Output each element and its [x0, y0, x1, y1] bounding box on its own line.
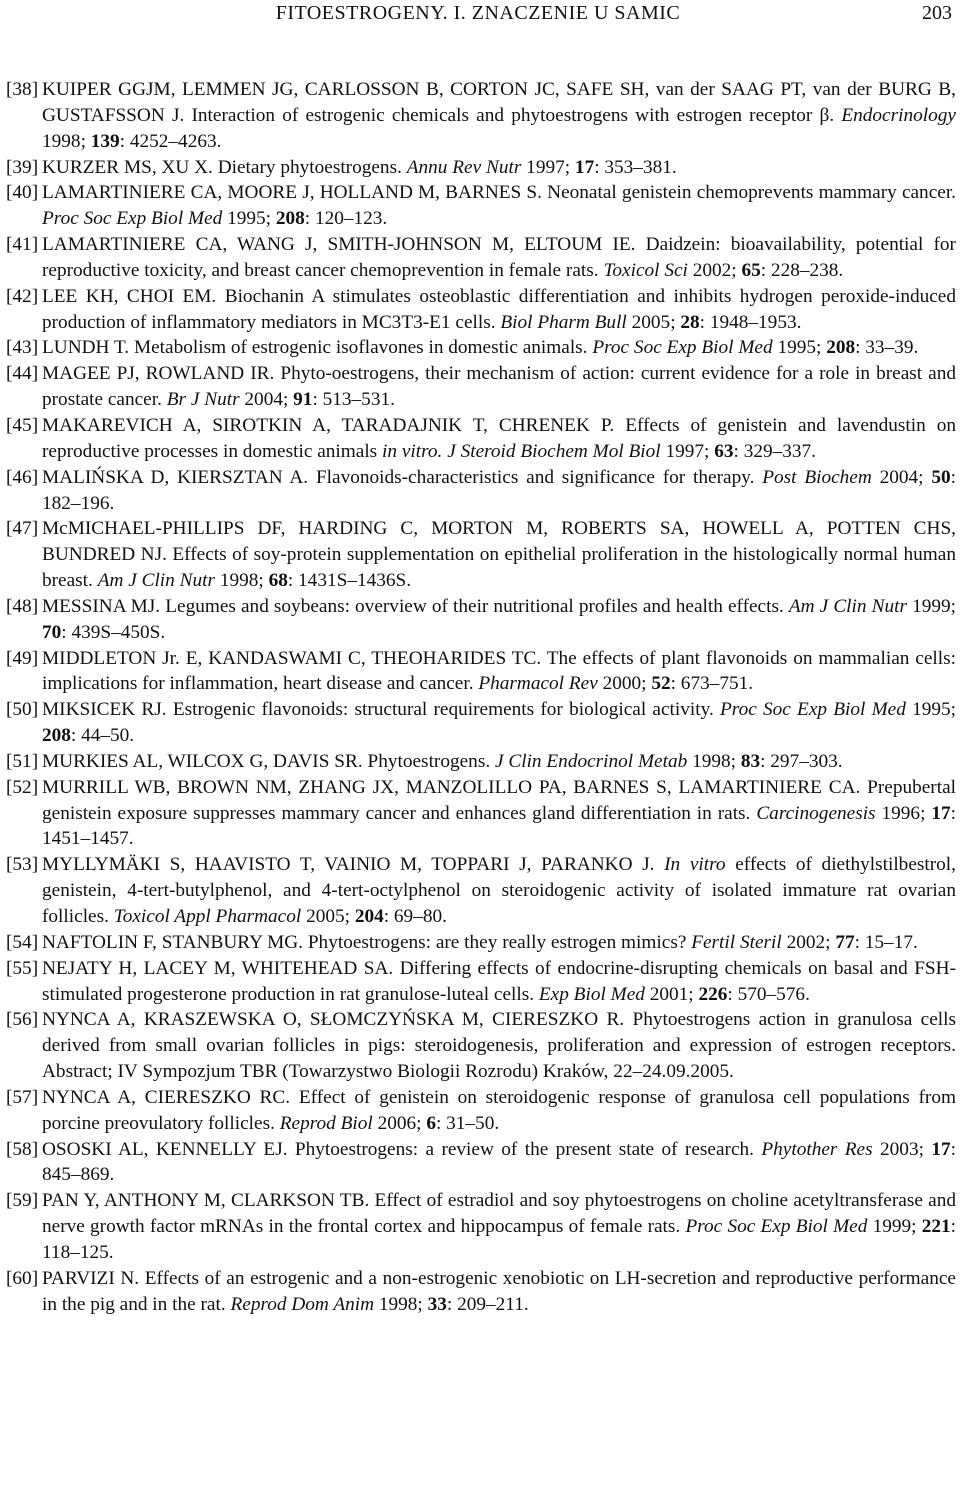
- reference-authors: McMICHAEL-PHILLIPS DF, HARDING C, MORTON M, ROBERTS SA, HOWELL A, POTTEN CHS, BUNDRED NJ.: [42, 518, 956, 566]
- reference-pages: : 44–50.: [70, 725, 135, 747]
- reference-number: [48]: [6, 595, 39, 617]
- reference-year: 1997;: [665, 440, 710, 462]
- reference-pages: : 69–80.: [383, 906, 447, 927]
- reference-authors: MESSINA MJ.: [42, 595, 161, 617]
- reference-year: 1999;: [872, 1216, 917, 1238]
- reference-entry: [6, 465, 956, 517]
- reference-title: Flavonoids-characteristics and significance for therapy.: [315, 466, 755, 488]
- reference-authors: NAFTOLIN F, STANBURY MG.: [42, 931, 303, 953]
- reference-journal: Proc Soc Exp Biol Med: [720, 699, 906, 721]
- reference-pages: : 1431S–1436S.: [287, 570, 412, 592]
- running-header: [0, 0, 956, 26]
- reference-number: [59]: [6, 1190, 39, 1212]
- reference-entry: [6, 1188, 956, 1266]
- reference-journal: Post Biochem: [762, 466, 872, 488]
- reference-pages: : 570–576.: [727, 983, 810, 1005]
- reference-number: [39]: [6, 156, 39, 178]
- reference-year: 2006;: [377, 1112, 422, 1134]
- reference-entry: [6, 361, 956, 413]
- reference-authors: NEJATY H, LACEY M, WHITEHEAD SA.: [42, 957, 394, 979]
- reference-volume: 83: [740, 750, 761, 772]
- reference-authors: NYNCA A, CIERESZKO RC.: [42, 1086, 291, 1108]
- reference-title: Phytoestrogens.: [367, 750, 491, 772]
- reference-title: effects of diethylstilbestrol, genistein, 4-tert-butylphenol, and 4-tert-octylphenol on steroidogenic activity of isolated immature rat ovarian follicles.: [42, 854, 956, 927]
- reference-journal: Toxicol Appl Pharmacol: [113, 906, 302, 927]
- reference-year: 1998;: [378, 1293, 423, 1315]
- reference-journal: Toxicol Sci: [603, 259, 688, 281]
- reference-title: The effects of plant flavonoids on mammalian cells: implications for inflammation, heart disease and cancer.: [42, 647, 956, 695]
- reference-journal: Annu Rev Nutr: [406, 156, 522, 178]
- reference-number: [57]: [6, 1086, 39, 1108]
- reference-authors: MIKSICEK RJ.: [42, 699, 167, 721]
- reference-volume: 6: [426, 1112, 436, 1134]
- reference-year: 2001;: [649, 983, 694, 1005]
- reference-pages: : 182–196.: [42, 466, 956, 514]
- reference-pages: : 228–238.: [760, 259, 844, 281]
- reference-authors: KURZER MS, XU X.: [42, 156, 213, 178]
- reference-volume: 221: [921, 1216, 951, 1238]
- reference-volume: 17: [931, 1138, 951, 1160]
- reference-number: [46]: [6, 466, 39, 488]
- reference-volume: 204: [354, 906, 384, 927]
- reference-entry: [6, 413, 956, 465]
- reference-entry: [6, 155, 956, 181]
- reference-pages: : 209–211.: [446, 1293, 529, 1315]
- reference-title: Prepubertal genistein exposure suppresses mammary cancer and enhances gland differentiation in rats.: [42, 776, 956, 824]
- reference-pages: : 1451–1457.: [42, 802, 956, 850]
- reference-title: Differing effects of endocrine-disrupting chemicals on basal and FSH-stimulated progesterone production in rat granulose-luteal cells.: [42, 957, 957, 1005]
- reference-number: [41]: [6, 234, 39, 256]
- reference-pages: : 329–337.: [733, 440, 816, 462]
- reference-number: [58]: [6, 1138, 39, 1160]
- reference-number: [47]: [6, 518, 39, 540]
- reference-authors: LEE KH, CHOI EM.: [42, 285, 217, 307]
- reference-pages: : 513–531.: [312, 389, 395, 411]
- reference-journal: Am J Clin Nutr: [97, 570, 215, 592]
- reference-year: 1995;: [227, 208, 272, 230]
- reference-volume: 68: [268, 570, 288, 592]
- reference-year: 2003;: [880, 1138, 924, 1160]
- reference-authors: MIDDLETON Jr. E, KANDASWAMI C, THEOHARIDES TC.: [42, 647, 542, 669]
- reference-journal: Pharmacol Rev: [478, 673, 598, 695]
- reference-pages: : 673–751.: [670, 673, 754, 695]
- reference-pages: : 31–50.: [435, 1112, 500, 1134]
- reference-authors: MYLLYMÄKI S, HAAVISTO T, VAINIO M, TOPPARI J, PARANKO J.: [42, 854, 655, 876]
- reference-title: Neonatal genistein chemoprevents mammary cancer.: [547, 182, 956, 204]
- reference-title-italic: in vitro.: [382, 440, 443, 462]
- reference-journal: Proc Soc Exp Biol Med: [42, 208, 223, 230]
- page-number: 203: [922, 2, 952, 24]
- reference-volume: 28: [680, 311, 700, 333]
- reference-entry: [6, 956, 956, 1008]
- reference-entry: [6, 284, 956, 336]
- reference-journal: Biol Pharm Bull: [500, 311, 627, 333]
- reference-title: Biochanin A stimulates osteoblastic differentiation and inhibits hydrogen peroxide-induced production of inflammatory mediators in MC3T3-E1 cells.: [42, 285, 956, 333]
- reference-authors: LUNDH T.: [42, 337, 130, 359]
- reference-number: [56]: [6, 1009, 39, 1031]
- reference-title: Phytoestrogens: a review of the present state of research.: [294, 1138, 754, 1160]
- reference-year: 1997;: [526, 156, 571, 178]
- reference-entry: [6, 516, 956, 594]
- reference-entry: [6, 77, 956, 155]
- reference-list: [6, 77, 956, 1318]
- reference-number: [52]: [6, 776, 39, 798]
- reference-pages: : 120–123.: [304, 208, 388, 230]
- reference-number: [55]: [6, 957, 39, 979]
- reference-entry: [6, 1085, 956, 1137]
- reference-title: Legumes and soybeans: overview of their nutritional profiles and health effects.: [165, 595, 784, 617]
- reference-journal: J Steroid Biochem Mol Biol: [447, 440, 661, 462]
- reference-volume: 52: [651, 673, 671, 695]
- reference-year: 2002;: [692, 259, 737, 281]
- reference-volume: 33: [427, 1293, 447, 1315]
- reference-title: Daidzein: bioavailability, potential for reproductive toxicity, and breast cancer chemoprevention in female rats.: [42, 234, 956, 281]
- reference-pages: : 33–39.: [855, 337, 919, 359]
- reference-volume: 91: [293, 389, 313, 411]
- reference-title: Effects of genistein and lavendustin on reproductive processes in domestic animals: [42, 414, 956, 462]
- reference-authors: MALIŃSKA D, KIERSZTAN A.: [42, 466, 309, 488]
- reference-journal: Reprod Dom Anim: [230, 1293, 375, 1315]
- reference-volume: 77: [835, 931, 855, 953]
- reference-pages: : 15–17.: [854, 931, 918, 953]
- reference-journal: Fertil Steril: [691, 931, 782, 953]
- reference-authors: MURKIES AL, WILCOX G, DAVIS SR.: [42, 750, 363, 772]
- reference-volume: 208: [42, 725, 71, 747]
- reference-journal: Am J Clin Nutr: [788, 595, 907, 617]
- reference-number: [60]: [6, 1267, 39, 1289]
- reference-entry: [6, 1137, 956, 1189]
- reference-journal: Reprod Biol: [279, 1112, 373, 1134]
- reference-year: 1996;: [881, 802, 926, 824]
- reference-year: 1998;: [219, 570, 264, 592]
- reference-year: 2004;: [879, 466, 924, 488]
- reference-entry: [6, 646, 956, 698]
- reference-year: 2004;: [244, 389, 289, 411]
- reference-number: [40]: [6, 182, 39, 204]
- reference-pages: : 439S–450S.: [61, 621, 166, 643]
- reference-number: [42]: [6, 285, 39, 307]
- reference-number: [43]: [6, 337, 39, 359]
- reference-authors: MURRILL WB, BROWN NM, ZHANG JX, MANZOLILLO PA, BARNES S, LAMARTINIERE CA.: [42, 776, 861, 798]
- reference-title: Effect of genistein on steroidogenic response of granulosa cell populations from porcine preovulatory follicles.: [42, 1086, 956, 1134]
- reference-authors: LAMARTINIERE CA, MOORE J, HOLLAND M, BARNES S.: [42, 182, 542, 204]
- reference-volume: 208: [275, 208, 305, 230]
- reference-year: 1999;: [912, 595, 956, 617]
- reference-volume: 65: [741, 259, 761, 281]
- reference-authors: MAKAREVICH A, SIROTKIN A, TARADAJNIK T, CHRENEK P.: [42, 414, 615, 436]
- reference-number: [38]: [6, 79, 39, 100]
- reference-number: [49]: [6, 647, 39, 669]
- reference-authors: PAN Y, ANTHONY M, CLARKSON TB.: [42, 1190, 370, 1212]
- reference-year: 2002;: [786, 931, 831, 953]
- reference-title: Effects of an estrogenic and a non-estrogenic xenobiotic on LH-secretion and reproductive performance in the pig and in the rat.: [42, 1267, 956, 1315]
- reference-authors: LAMARTINIERE CA, WANG J, SMITH-JOHNSON M, ELTOUM IE.: [42, 234, 636, 256]
- reference-journal: Br J Nutr: [166, 389, 240, 411]
- reference-year: 1995;: [777, 337, 822, 359]
- reference-title-italic: In vitro: [664, 854, 726, 876]
- reference-entry: [6, 930, 956, 956]
- reference-volume: 17: [574, 156, 595, 178]
- reference-entry: [6, 232, 956, 284]
- reference-title: Interaction of estrogenic chemicals and phytoestrogens with estrogen receptor β.: [191, 104, 835, 126]
- reference-title: Estrogenic flavonoids: structural requirements for biological activity.: [172, 699, 714, 721]
- reference-entry: [6, 697, 956, 749]
- reference-volume: 208: [826, 337, 856, 359]
- reference-volume: 139: [90, 130, 120, 152]
- reference-year: 1998;: [42, 130, 86, 152]
- reference-pages: : 845–869.: [42, 1138, 956, 1186]
- reference-authors: PARVIZI N.: [42, 1267, 140, 1289]
- reference-volume: 63: [714, 440, 734, 462]
- reference-entry: [6, 1007, 956, 1085]
- reference-authors: NYNCA A, KRASZEWSKA O, SŁOMCZYŃSKA M, CIERESZKO R.: [42, 1009, 625, 1031]
- reference-number: [50]: [6, 699, 39, 721]
- reference-number: [45]: [6, 414, 39, 436]
- reference-entry: [6, 852, 956, 930]
- reference-authors: KUIPER GGJM, LEMMEN JG, CARLOSSON B, CORTON JC, SAFE SH, van der SAAG PT, van der BURG B, GUSTAFSSON J.: [42, 79, 956, 126]
- reference-entry: [6, 1266, 956, 1318]
- reference-title: Phytoestrogens: are they really estrogen mimics?: [307, 931, 687, 953]
- reference-title: Phytoestrogens action in granulosa cells derived from small ovarian follicles in pigs: steroidogenesis, proliferation and expression of estrogen receptors. Abstract; IV Sympozjum TBR (Towarzystwo Biologii Rozrodu) Kraków, 22–24.09.2005.: [42, 1009, 956, 1083]
- reference-number: [44]: [6, 363, 39, 385]
- reference-number: [51]: [6, 750, 39, 772]
- reference-volume: 226: [698, 983, 728, 1005]
- reference-authors: MAGEE PJ, ROWLAND IR.: [42, 363, 275, 385]
- reference-pages: : 297–303.: [760, 750, 843, 772]
- reference-journal: Proc Soc Exp Biol Med: [685, 1216, 868, 1238]
- reference-entry: [6, 594, 956, 646]
- reference-title: Phyto-oestrogens, their mechanism of action: current evidence for a role in breast and prostate cancer.: [42, 363, 956, 411]
- reference-year: 2005;: [631, 311, 676, 333]
- reference-journal: Endocrinology: [841, 104, 956, 126]
- reference-year: 1995;: [912, 699, 956, 721]
- reference-year: 2000;: [602, 673, 647, 695]
- reference-journal: Exp Biol Med: [538, 983, 645, 1005]
- reference-pages: : 118–125.: [42, 1216, 957, 1263]
- reference-year: 1998;: [692, 750, 736, 772]
- reference-title: Effects of soy-protein supplementation on epithelial proliferation in the histologically normal human breast.: [42, 544, 956, 592]
- reference-year: 2005;: [306, 906, 350, 927]
- reference-journal: Proc Soc Exp Biol Med: [592, 337, 773, 359]
- reference-entry: [6, 775, 956, 853]
- reference-number: [53]: [6, 854, 39, 876]
- reference-journal: J Clin Endocrinol Metab: [494, 750, 688, 772]
- reference-pages: : 353–381.: [594, 156, 677, 178]
- reference-entry: [6, 180, 956, 232]
- reference-entry: [6, 749, 956, 775]
- reference-title: Metabolism of estrogenic isoflavones in domestic animals.: [133, 337, 588, 359]
- reference-authors: OSOSKI AL, KENNELLY EJ.: [42, 1138, 288, 1160]
- reference-volume: 50: [931, 466, 951, 488]
- reference-volume: 17: [931, 802, 951, 824]
- reference-title: Dietary phytoestrogens.: [217, 156, 402, 178]
- reference-number: [54]: [6, 931, 39, 953]
- reference-pages: : 4252–4263.: [119, 130, 222, 152]
- reference-pages: : 1948–1953.: [699, 311, 802, 333]
- reference-journal: Phytother Res: [761, 1138, 873, 1160]
- running-title: FITOESTROGENY. I. ZNACZENIE U SAMIC: [275, 2, 681, 24]
- reference-title: Effect of estradiol and soy phytoestrogens on choline acetyltransferase and nerve growth factor mRNAs in the frontal cortex and hippocampus of female rats.: [42, 1190, 956, 1238]
- reference-journal: Carcinogenesis: [756, 802, 876, 824]
- reference-volume: 70: [42, 621, 62, 643]
- reference-entry: [6, 335, 956, 361]
